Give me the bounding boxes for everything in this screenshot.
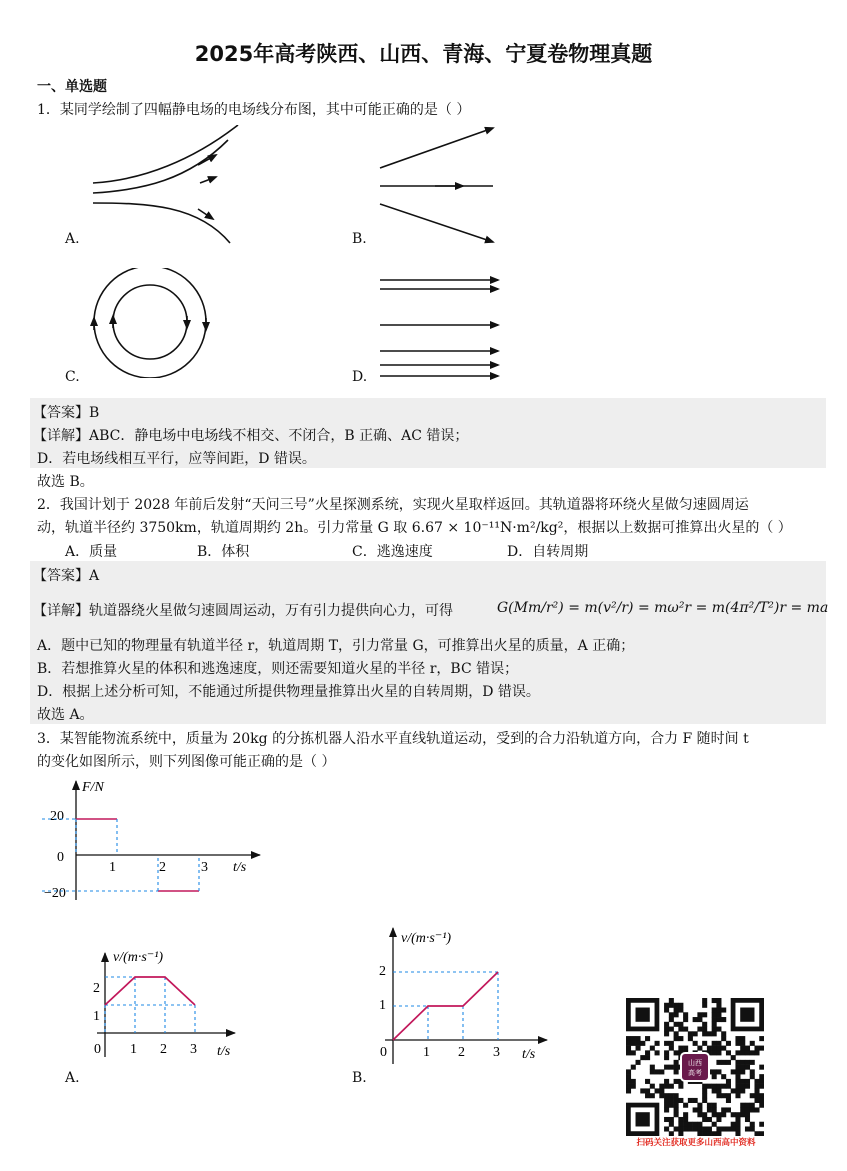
graph-b-y-label: v/(m·s⁻¹) bbox=[401, 931, 452, 946]
q2-option-c: C．逃逸速度 bbox=[352, 544, 433, 560]
q3-graph-b bbox=[375, 922, 550, 1072]
q3-option-a: A. bbox=[65, 1070, 80, 1086]
graph-b-tick-x-2: 2 bbox=[458, 1045, 465, 1060]
q2-option-a: A．质量 bbox=[65, 544, 118, 560]
q2-detail-2: B．若想推算火星的体积和逃逸速度，则还需要知道火星的半径 r，BC 错误； bbox=[37, 661, 519, 677]
q3-stem-2: 的变化如图所示，则下列图像可能正确的是（ ） bbox=[37, 754, 336, 770]
ft-tick-y-0: 0 bbox=[57, 850, 64, 865]
page-title: 2025年高考陕西、山西、青海、宁夏卷物理真题 bbox=[194, 42, 653, 66]
graph-b-tick-x-0: 0 bbox=[380, 1045, 387, 1060]
ft-tick-y-neg20: −20 bbox=[44, 886, 66, 901]
q2-detail-intro: 【详解】轨道器绕火星做匀速圆周运动，万有引力提供向心力，可得 bbox=[33, 603, 453, 619]
q2-stem-2: 动，轨道半径约 3750km，轨道周期约 2h。引力常量 G 取 6.67 × 10⁻¹¹N·m²/kg²，根据以上数据可推算出火星的（ ） bbox=[37, 520, 792, 536]
q1-diagram-d bbox=[378, 272, 503, 384]
q1-option-c: C. bbox=[65, 369, 80, 385]
q2-stem-1: 2．我国计划于 2028 年前后发射“天问三号”火星探测系统，实现火星取样返回。其轨道器将环绕火星做匀速圆周运 bbox=[37, 497, 749, 513]
graph-a-tick-x-3: 3 bbox=[190, 1042, 197, 1057]
graph-a-tick-x-0: 0 bbox=[94, 1042, 101, 1057]
q2-option-d: D．自转周期 bbox=[507, 544, 589, 560]
q2-answer: 【答案】A bbox=[33, 568, 100, 584]
q1-detail-2: D．若电场线相互平行，应等间距，D 错误。 bbox=[37, 451, 316, 467]
graph-b-curve bbox=[393, 972, 498, 1040]
q1-detail-1: 【详解】ABC．静电场中电场线不相交、不闭合，B 正确、AC 错误； bbox=[33, 428, 469, 444]
graph-b-x-label: t/s bbox=[522, 1047, 536, 1062]
q2-conclusion: 故选 A。 bbox=[37, 707, 94, 723]
ft-tick-y-20: 20 bbox=[50, 809, 64, 824]
ft-y-label: F/N bbox=[82, 780, 104, 795]
q2-detail-formula: G(Mm/r²) = m(v²/r) = mω²r = m(4π²/T²)r = ma bbox=[497, 600, 829, 616]
qr-caption: 扫码关注获取更多山西高中资料 bbox=[636, 1138, 756, 1148]
graph-a-y-label: v/(m·s⁻¹) bbox=[113, 950, 164, 965]
graph-a-tick-y-1: 1 bbox=[93, 1009, 100, 1024]
graph-b-tick-y-2: 2 bbox=[379, 964, 386, 979]
q2-detail-1: A．题中已知的物理量有轨道半径 r，轨道周期 T，引力常量 G，可推算出火星的质量，A 正确； bbox=[37, 638, 635, 654]
graph-b-tick-x-1: 1 bbox=[423, 1045, 430, 1060]
q2-option-b: B．体积 bbox=[197, 544, 250, 560]
graph-a-tick-x-1: 1 bbox=[130, 1042, 137, 1057]
q1-stem: 1．某同学绘制了四幅静电场的电场线分布图，其中可能正确的是（ ） bbox=[37, 102, 471, 118]
q3-stem-1: 3．某智能物流系统中，质量为 20kg 的分拣机器人沿水平直线轨道运动，受到的合力沿轨道方向，合力 F 随时间 t bbox=[37, 731, 749, 747]
q1-option-d: D. bbox=[352, 369, 368, 385]
q3-graph-a bbox=[85, 945, 245, 1065]
q1-diagram-a bbox=[88, 125, 248, 250]
q1-diagram-c bbox=[90, 268, 215, 378]
section-heading: 一、单选题 bbox=[37, 79, 107, 95]
graph-a-tick-y-2: 2 bbox=[93, 981, 100, 996]
q3-ft-graph bbox=[30, 775, 265, 905]
ft-tick-x-1: 1 bbox=[109, 860, 116, 875]
graph-b-tick-x-3: 3 bbox=[493, 1045, 500, 1060]
q1-option-b: B. bbox=[352, 231, 367, 247]
graph-a-x-label: t/s bbox=[217, 1044, 231, 1059]
q2-detail-3: D．根据上述分析可知，不能通过所提供物理量推算出火星的自转周期，D 错误。 bbox=[37, 684, 540, 700]
graph-a-curve bbox=[105, 977, 195, 1005]
qr-center-text-2: 高考 bbox=[688, 1069, 702, 1077]
q1-answer: 【答案】B bbox=[33, 405, 100, 421]
graph-a-tick-x-2: 2 bbox=[160, 1042, 167, 1057]
qr-center-text-1: 山西 bbox=[688, 1059, 702, 1067]
ft-tick-x-2: 2 bbox=[159, 860, 166, 875]
q3-option-b: B. bbox=[352, 1070, 367, 1086]
q1-conclusion: 故选 B。 bbox=[37, 474, 94, 490]
ft-tick-x-3: 3 bbox=[201, 860, 208, 875]
qr-code[interactable] bbox=[626, 998, 764, 1136]
graph-b-tick-y-1: 1 bbox=[379, 998, 386, 1013]
q1-diagram-b bbox=[375, 120, 500, 245]
q1-option-a: A. bbox=[65, 231, 80, 247]
ft-x-label: t/s bbox=[233, 860, 247, 875]
